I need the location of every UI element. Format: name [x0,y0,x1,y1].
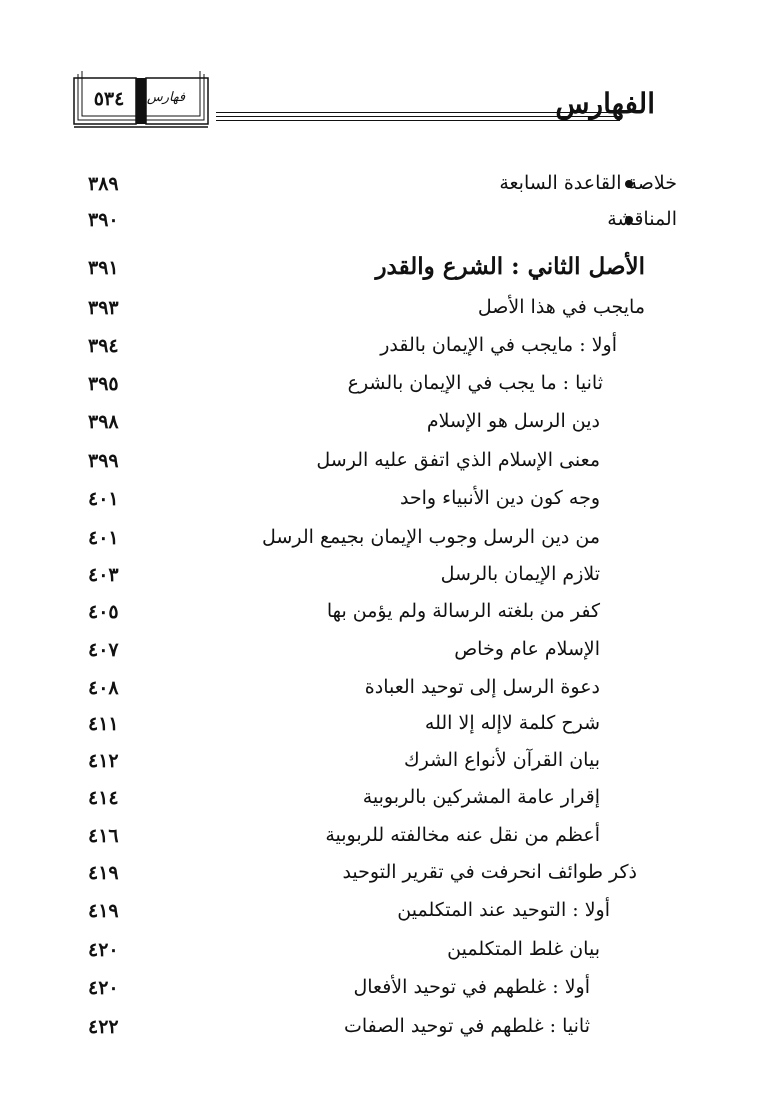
entry-text: دعوة الرسل إلى توحيد العبادة [364,676,600,698]
page-header [70,70,655,132]
entry-page: ٣٩٣ [88,297,119,319]
entry-text: دين الرسل هو الإسلام [426,410,600,432]
list-item [80,366,603,402]
list-item [80,520,600,556]
entry-text: أعظم من نقل عنه مخالفته للربوبية [325,824,600,846]
entry-page: ٤٢٠ [88,977,119,999]
entry-text: كفر من بلغته الرسالة ولم يؤمن بها [326,600,600,622]
entry-text: شرح كلمة لاإله إلا الله [424,712,600,734]
entry-text: ثانيا : ما يجب في الإيمان بالشرع [347,372,603,394]
entry-text: مايجب في هذا الأصل [477,296,645,318]
list-item [80,202,677,238]
entry-page: ٤٠٥ [88,601,119,623]
entry-page: ٤٠٧ [88,639,119,661]
entry-page: ٤٠٨ [88,677,119,699]
entry-page: ٤١٢ [88,750,119,772]
entry-text: ثانيا : غلطهم في توحيد الصفات [343,1015,590,1037]
entry-text: الإسلام عام وخاص [454,638,600,660]
entry-page: ٣٩٥ [88,373,119,395]
section-heading: الأصل الثاني : الشرع والقدر [375,253,645,280]
entry-page: ٣٩١ [88,257,119,279]
entry-text: أولا : التوحيد عند المتكلمين [397,899,610,921]
entry-text: معنى الإسلام الذي اتفق عليه الرسل [316,449,600,471]
list-item [80,481,600,517]
list-item [80,290,645,326]
list-item [80,670,600,706]
entry-text: تلازم الإيمان بالرسل [440,563,600,585]
entry-page: ٤٢٢ [88,1016,119,1038]
list-item [80,443,600,479]
entry-page: ٤٠١ [88,527,119,549]
entry-page: ٤٢٠ [88,939,119,961]
list-item [80,328,617,364]
list-item [80,1009,600,1045]
list-item [80,594,600,630]
entry-page: ٤١٩ [88,862,119,884]
entry-page: ٤٠٣ [88,564,119,586]
list-item [80,780,600,816]
entry-page: ٤١٦ [88,825,119,847]
list-item [80,970,600,1006]
book-label: فهارس [146,90,186,105]
list-item [80,557,600,593]
entry-page: ٣٩٨ [88,411,119,433]
list-item [80,818,600,854]
entry-text: من دين الرسل وجوب الإيمان بجيمع الرسل [262,526,600,548]
entry-page: ٣٨٩ [88,173,119,195]
list-item [80,632,600,668]
entry-text: بيان غلط المتكلمين [447,938,600,960]
entry-text: أولا : غلطهم في توحيد الأفعال [353,976,590,998]
list-item [80,855,637,891]
entry-page: ٤١١ [88,713,119,735]
list-item [80,166,677,202]
page-title: الفهارس [555,87,655,120]
list-item [80,932,600,968]
entry-text: خلاصة القاعدة السابعة [499,172,677,194]
entry-page: ٤٠١ [88,488,119,510]
entry-text: وجه كون دين الأنبياء واحد [399,487,600,509]
entry-page: ٣٩٠ [88,209,119,231]
list-item [80,250,645,286]
entry-text: ذكر طوائف انحرفت في تقرير التوحيد [342,861,637,883]
page-number: ٥٣٤ [93,88,125,110]
entry-page: ٤١٤ [88,787,119,809]
list-item [80,404,600,440]
entry-page: ٣٩٩ [88,450,119,472]
entry-text: إقرار عامة المشركين بالربوبية [362,786,600,808]
entry-text: بيان القرآن لأنواع الشرك [404,749,600,771]
entry-text: المناقشة [607,208,677,230]
list-item [80,743,600,779]
list-item [80,706,600,742]
list-item [80,893,610,929]
entry-page: ٣٩٤ [88,335,119,357]
entry-page: ٤١٩ [88,900,119,922]
entry-text: أولا : مايجب في الإيمان بالقدر [380,334,617,356]
